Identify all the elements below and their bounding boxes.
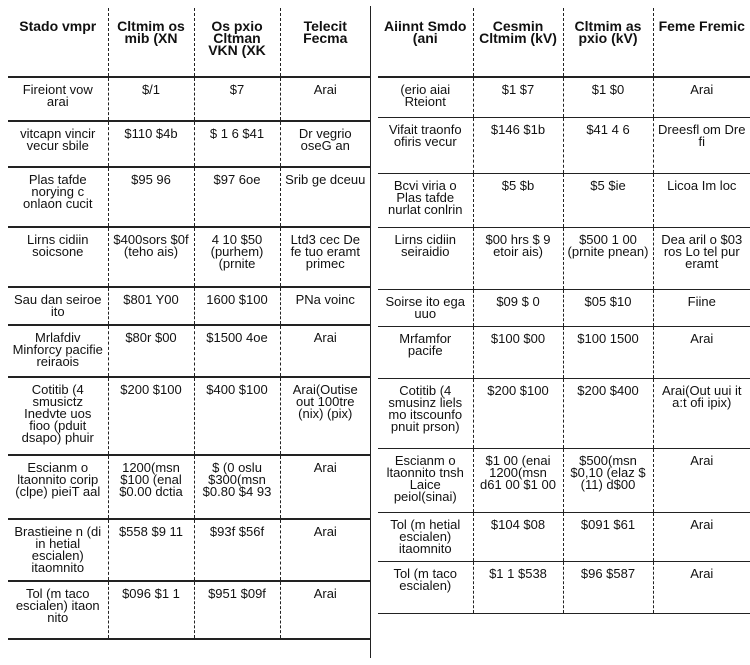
table-cell: Ltd3 cec De fe tuo eramt primec (280, 227, 370, 287)
table-cell: $41 4 6 (563, 117, 653, 173)
table-cell: $500 1 00 (prnite pnean) (563, 227, 653, 289)
table-row (8, 77, 370, 121)
page-fold-divider (370, 6, 371, 658)
table-cell: $110 $4b (108, 121, 194, 167)
table-cell: $5 $ie (563, 173, 653, 227)
table-cell: Lirns cidiin soicsone (8, 227, 108, 287)
table-cell: (erio aiai Rteiont (378, 77, 473, 117)
table-cell: $801 Y00 (108, 287, 194, 325)
table-cell: $95 96 (108, 167, 194, 227)
table-cell: Arai (280, 581, 370, 639)
table-cell: Arai (653, 512, 750, 561)
table-cell: $1 $7 (473, 77, 563, 117)
table-cell: Arai(Outise out 100tre (nix) (pix) (280, 377, 370, 455)
table-cell: Brastieine n (di in hetial escialen) itaomnito (8, 519, 108, 581)
table-cell: 1200(msn $100 (enal $0.00 dctia (108, 455, 194, 519)
left-pricing-table (8, 8, 370, 640)
table-cell: Dreesfl om Dre fi (653, 117, 750, 173)
table-cell: $ (0 oslu $300(msn $0.80 $4 93 (194, 455, 280, 519)
table-cell: Tol (m taco escialen) (378, 561, 473, 613)
table-cell: Fireiont vow arai (8, 77, 108, 121)
table-cell: $200 $100 (108, 377, 194, 455)
table-cell: Mrlafdiv Minforcy pacifie reiraois (8, 325, 108, 377)
table-row (8, 325, 370, 377)
table-cell: Arai (280, 325, 370, 377)
table-cell: 1600 $100 (194, 287, 280, 325)
table-row (378, 512, 750, 561)
table-cell: $200 $100 (473, 378, 563, 448)
table-row (8, 287, 370, 325)
table-cell: $091 $61 (563, 512, 653, 561)
table-cell: Cotitib (4 smusinz liels mo itscounfo pnuit prson) (378, 378, 473, 448)
table-cell: Arai (653, 561, 750, 613)
table-row (8, 455, 370, 519)
table-cell: $100 1500 (563, 326, 653, 378)
table-cell: Fiine (653, 289, 750, 326)
table-row (8, 581, 370, 639)
table-row (378, 227, 750, 289)
left-header-row (8, 8, 370, 77)
table-cell: 4 10 $50 (purhem) (prnite (194, 227, 280, 287)
table-cell: $104 $08 (473, 512, 563, 561)
table-cell: Bcvi viria o Plas tafde nurlat conlrin (378, 173, 473, 227)
table-cell: $400 $100 (194, 377, 280, 455)
table-row (378, 289, 750, 326)
table-cell: Arai (653, 326, 750, 378)
table-row (378, 448, 750, 512)
table-cell: $5 $b (473, 173, 563, 227)
table-cell: Mrfamfor pacife (378, 326, 473, 378)
table-cell: Tol (m hetial escialen) itaomnito (378, 512, 473, 561)
table-cell: $951 $09f (194, 581, 280, 639)
right-header-cell: Aiinnt Smdo (ani (378, 8, 473, 77)
left-header-cell: Os pxio Cltman VKN (XK (194, 8, 280, 77)
table-row (378, 117, 750, 173)
right-pricing-table (378, 8, 750, 614)
table-cell: $400sors $0f (teho ais) (108, 227, 194, 287)
right-header-row (378, 8, 750, 77)
table-cell: $7 (194, 77, 280, 121)
table-cell: $80r $00 (108, 325, 194, 377)
table-cell: $ 1 6 $41 (194, 121, 280, 167)
table-cell: Arai (653, 448, 750, 512)
table-cell: $09 $ 0 (473, 289, 563, 326)
table-cell: Arai (280, 455, 370, 519)
table-cell: $558 $9 11 (108, 519, 194, 581)
table-cell: Dr vegrio oseG an (280, 121, 370, 167)
table-cell: $96 $587 (563, 561, 653, 613)
table-cell: Tol (m taco escialen) itaon nito (8, 581, 108, 639)
table-cell: $/1 (108, 77, 194, 121)
table-row (8, 227, 370, 287)
table-cell: Dea aril o $03 ros Lo tel pur eramt (653, 227, 750, 289)
left-header-cell: Telecit Fecma (280, 8, 370, 77)
table-cell: Arai(Out uui it a:t ofi ipix) (653, 378, 750, 448)
table-cell: vitcapn vincir vecur sbile (8, 121, 108, 167)
right-header-cell: Feme Fremic (653, 8, 750, 77)
table-cell: Licoa Im loc (653, 173, 750, 227)
table-cell: Plas tafde norying c onlaon cucit (8, 167, 108, 227)
table-row (378, 378, 750, 448)
table-cell: $096 $1 1 (108, 581, 194, 639)
table-row (8, 519, 370, 581)
table-row (378, 326, 750, 378)
table-row (378, 173, 750, 227)
table-row (378, 77, 750, 117)
table-cell: Srib ge dceuu (280, 167, 370, 227)
table-cell: Escianm o ltaonnito corip (clpe) pieiT aal (8, 455, 108, 519)
table-row (378, 561, 750, 613)
table-cell: Escianm o ltaonnito tnsh Laice peiol(sinai) (378, 448, 473, 512)
table-cell: Cotitib (4 smusictz Inedvte uos fioo (pduit dsapo) phuir (8, 377, 108, 455)
table-cell: $200 $400 (563, 378, 653, 448)
table-cell: Lirns cidiin seiraidio (378, 227, 473, 289)
table-cell: Vifait traonfo ofiris vecur (378, 117, 473, 173)
table-cell: $00 hrs $ 9 etoir ais) (473, 227, 563, 289)
table-cell: Arai (280, 77, 370, 121)
table-cell: Arai (653, 77, 750, 117)
left-header-cell: Cltmim os mib (XN (108, 8, 194, 77)
left-header-cell: Stado vmpr (8, 8, 108, 77)
table-cell: $1500 4oe (194, 325, 280, 377)
table-cell: $05 $10 (563, 289, 653, 326)
right-header-cell: Cesmin Cltmim (kV) (473, 8, 563, 77)
table-cell: $100 $00 (473, 326, 563, 378)
table-cell: $1 $0 (563, 77, 653, 117)
table-row (8, 377, 370, 455)
table-cell: Arai (280, 519, 370, 581)
table-cell: $97 6oe (194, 167, 280, 227)
table-cell: Soirse ito ega uuo (378, 289, 473, 326)
table-cell: $500(msn $0,10 (elaz $ (11) d$00 (563, 448, 653, 512)
table-cell: $1 00 (enai 1200(msn d61 00 $1 00 (473, 448, 563, 512)
table-cell: PNa voinc (280, 287, 370, 325)
table-cell: Sau dan seiroe ito (8, 287, 108, 325)
table-row (8, 121, 370, 167)
table-cell: $146 $1b (473, 117, 563, 173)
table-cell: $93f $56f (194, 519, 280, 581)
table-cell: $1 1 $538 (473, 561, 563, 613)
right-header-cell: Cltmim as pxio (kV) (563, 8, 653, 77)
table-row (8, 167, 370, 227)
